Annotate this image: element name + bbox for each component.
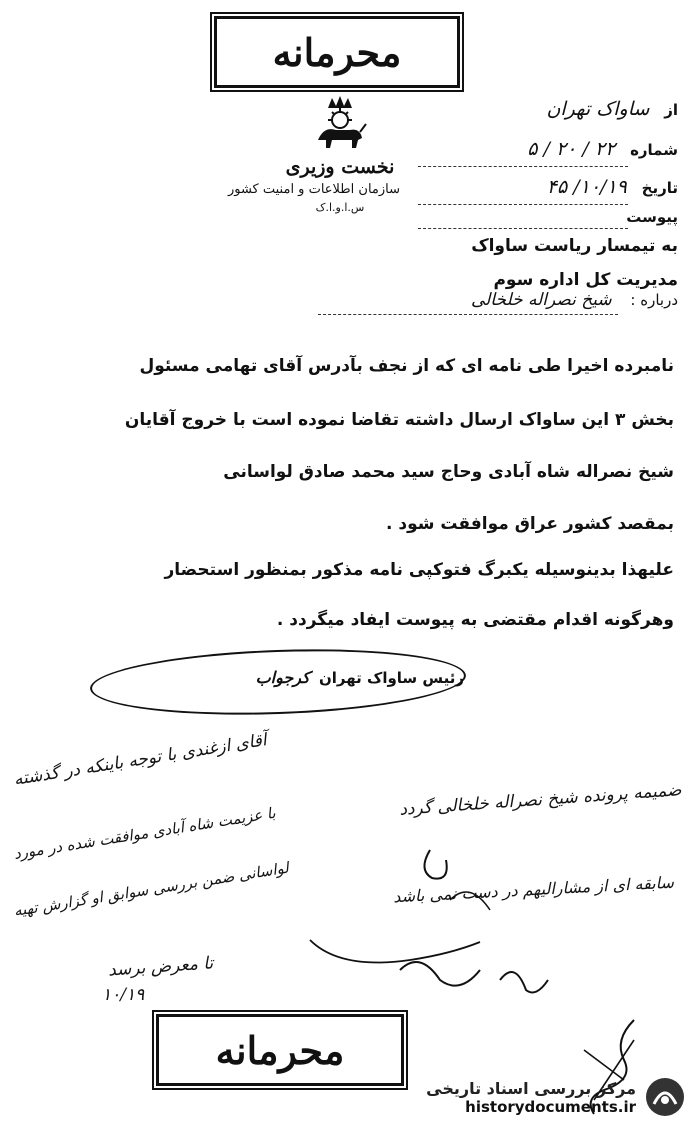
number-field (527, 138, 678, 160)
watermark-url: historydocuments.ir (465, 1097, 636, 1116)
recipient-line-1: به تیمسار ریاست ساواک (471, 236, 678, 256)
lion-and-sun-icon (312, 96, 368, 154)
number-value: ۲۲ / ۲۰ / ۵ (527, 138, 616, 160)
handwritten-signature-scribbles (300, 820, 660, 1000)
from-field (546, 98, 678, 120)
body-line-1: نامبرده اخیرا طی نامه ای که از نجف بآدرس آقای تهامی مسئول (139, 356, 674, 376)
attachment-field (626, 208, 678, 226)
handwritten-note-left-3: لواسانی ضمن بررسی سوابق او گزارش تهیه (12, 858, 290, 920)
handwritten-note-date: ۱۰/۱۹ (102, 985, 145, 1005)
attachment-label: پیوست (626, 208, 678, 226)
organization-name: سازمان اطلاعات و امنیت کشور (227, 182, 400, 197)
watermark (426, 1076, 686, 1118)
signature-name: کرجواب (255, 668, 310, 687)
handwritten-note-left-1: آقای ازغندی با توجه باینکه در گذشته (12, 730, 268, 790)
handwritten-note-right-2: سابقه ای از مشارالیهم در دست نمی باشد (392, 872, 675, 907)
date-value: ۱۰/۱۹/ ۴۵ (546, 176, 627, 198)
ministry-name: نخست وزیری (285, 156, 395, 178)
body-line-4: بمقصد کشور عراق موافقت شود . (386, 514, 674, 534)
body-line-6: وهرگونه اقدام مقتضی به پیوست ایفاد میگردد . (276, 610, 674, 630)
body-line-2: بخش ۳ این ساواک ارسال داشته تقاضا نموده است با خروج آقایان (124, 410, 674, 430)
subject-underline (318, 314, 618, 315)
confidential-stamp-top: محرمانه (214, 16, 460, 88)
from-label: از (664, 101, 678, 119)
confidential-stamp-bottom: محرمانه (156, 1014, 404, 1086)
subject-label: درباره : (630, 291, 678, 309)
subject-value: شیخ نصراله خلخالی (470, 290, 612, 310)
signature-block (256, 668, 464, 687)
archive-logo-icon (644, 1076, 686, 1118)
body-line-5: علیهذا بدینوسیله یکبرگ فتوکپی نامه مذکور بمنظور استحضار (164, 560, 674, 580)
attachment-underline (418, 228, 628, 229)
date-label: تاریخ (641, 179, 678, 197)
subject-field (471, 290, 678, 310)
body-line-3: شیخ نصراله شاه آبادی وحاج سید محمد صادق لواسانی (223, 462, 674, 482)
number-label: شماره (630, 141, 678, 159)
handwritten-note-left-2: با عزیمت شاه آبادی موافقت شده در مورد (12, 803, 277, 863)
watermark-name: مرکز بررسی اسناد تاریخی (426, 1078, 636, 1098)
recipient-line-2: مدیریت کل اداره سوم (493, 270, 678, 290)
date-field (547, 176, 678, 198)
date-underline (418, 204, 628, 205)
signature-label: رئیس ساواک تهران (318, 669, 464, 687)
organization-code: س.ا.و.ا.ک (315, 201, 365, 214)
government-emblem (227, 96, 400, 214)
number-underline (418, 166, 628, 167)
from-value: ساواک تهران (546, 98, 650, 120)
handwritten-note-left-4: تا معرض برسد (107, 953, 214, 981)
handwritten-note-right-1: ضمیمه پرونده شیخ نصراله خلخالی گردد (398, 780, 683, 820)
